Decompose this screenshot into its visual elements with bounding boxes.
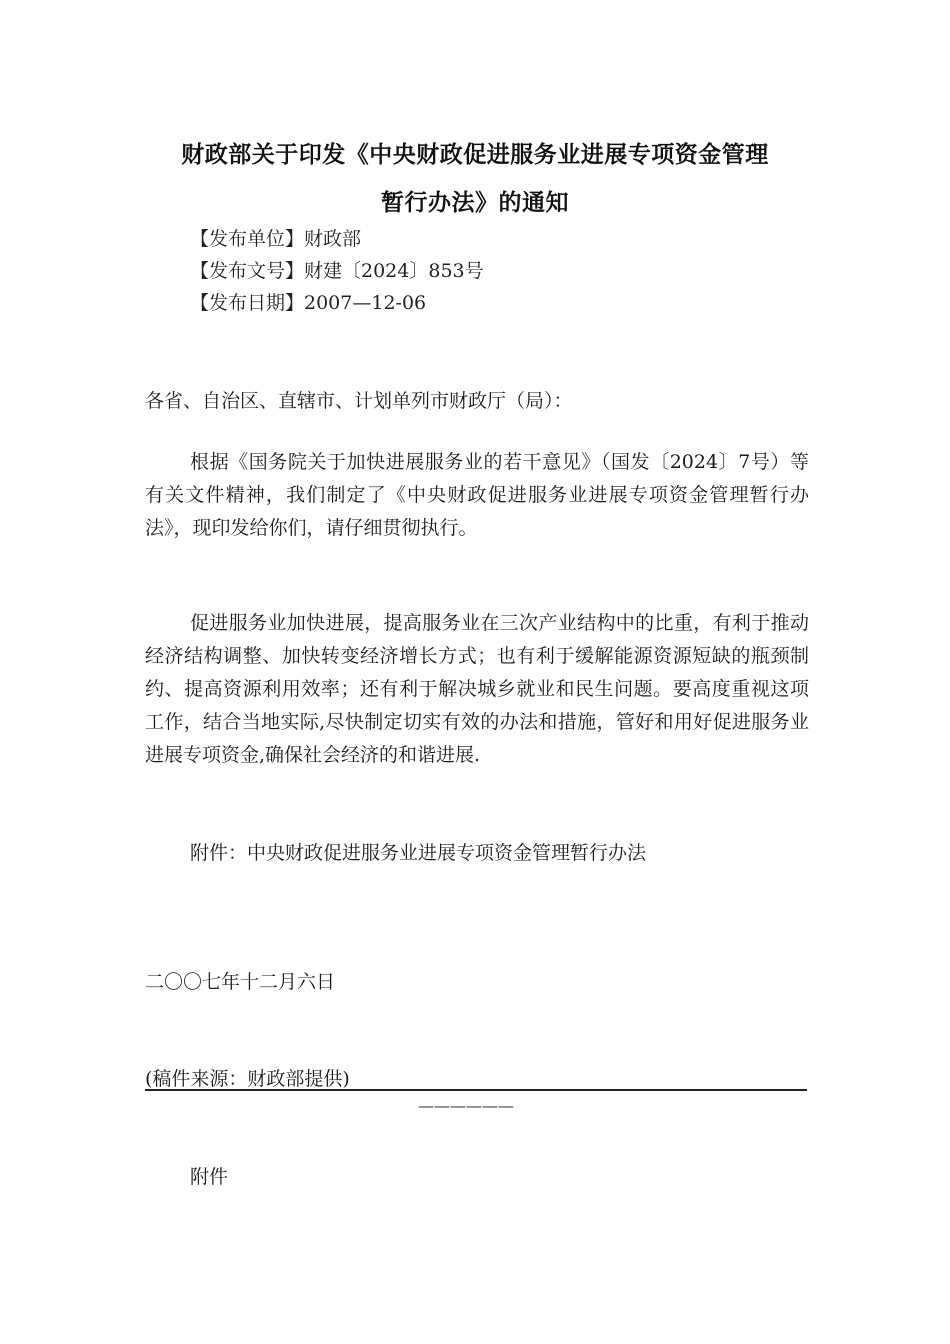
- attachment-note: 附件：中央财政促进服务业进展专项资金管理暂行办法: [190, 842, 647, 864]
- section-divider: ——————: [418, 1096, 514, 1115]
- document-title-line-1: 财政部关于印发《中央财政促进服务业进展专项资金管理: [181, 142, 769, 168]
- meta-date: 【发布日期】2007—12-06: [190, 292, 427, 314]
- meta-issuer: 【发布单位】财政部: [190, 228, 362, 250]
- salutation: 各省、自治区、直辖市、计划单列市财政厅（局）：: [145, 390, 573, 412]
- body-paragraph-1: 根据《国务院关于加快进展服务业的若干意见》（国发〔2024〕7号）等有关文件精神，我们制定了《中央财政促进服务业进展专项资金管理暂行办法》，现印发给你们，请仔细贯彻执行。: [145, 451, 809, 539]
- attachment-heading: 附件: [190, 1166, 229, 1188]
- source-note: (稿件来源：财政部提供): [145, 1068, 350, 1090]
- signing-date: 二〇〇七年十二月六日: [145, 971, 336, 993]
- meta-doc-number: 【发布文号】财建〔2024〕853号: [190, 260, 484, 282]
- source-underline: [145, 1089, 807, 1091]
- document-title-line-2: 暂行办法》的通知: [381, 190, 569, 216]
- body-paragraph-2: 促进服务业加快进展，提高服务业在三次产业结构中的比重，有利于推动经济结构调整、加快转变经济增长方式；也有利于缓解能源资源短缺的瓶颈制约、提高资源利用效率；还有利于解决城乡就业和民生问题。要高度重视这项工作，结合当地实际,尽快制定切实有效的办法和措施，管好和用好促进服务业进展专项资金,确保社会经济的和谐进展.: [145, 612, 809, 766]
